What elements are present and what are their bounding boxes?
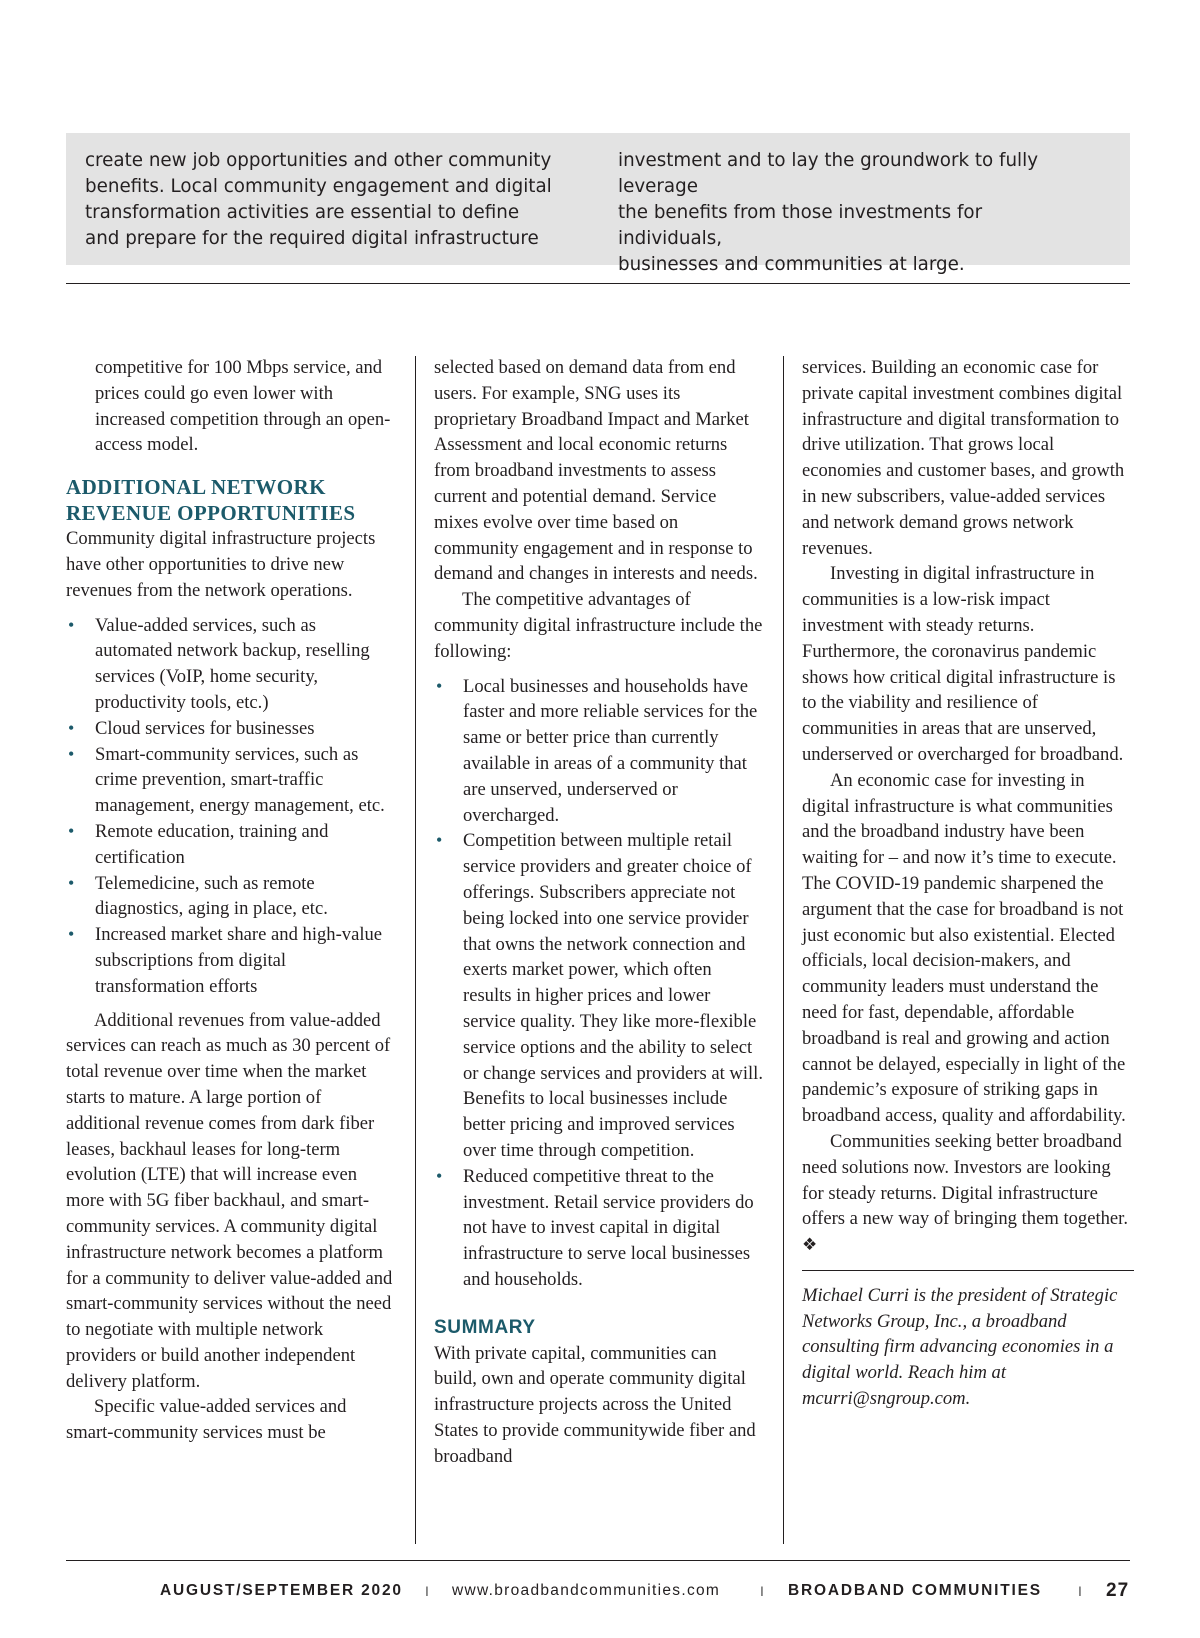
pull-quote-line: businesses and communities at large. — [618, 254, 965, 275]
list-item — [434, 674, 764, 829]
list-item-text: Competition between multiple retail service providers and greater choice of offerings. Subscribers appreciate not being locked into one service provider that owns the network connection and exerts market power, which often results in higher prices and lower service quality. They like more-flexible service options and the ability to select or change services and providers at will. Benefits to local businesses include better pricing and improved services over time through competition. — [463, 830, 763, 1161]
bullet-icon: • — [68, 872, 75, 893]
bullet-icon: • — [68, 743, 75, 764]
heading-line: ADDITIONAL NETWORK — [66, 475, 326, 500]
list-item — [66, 871, 396, 923]
bullet-icon: • — [436, 675, 443, 696]
issue-date: AUGUST/SEPTEMBER 2020 — [160, 1582, 403, 1599]
bullet-icon: • — [68, 924, 75, 945]
list-item — [66, 716, 396, 742]
list-item-text: Local businesses and households have faster and more reliable services for the same or better price than currently available in areas of a community that are unserved, underserved or overcharged. — [463, 675, 758, 826]
page-footer — [0, 1578, 1200, 1604]
advantages-bullet-list — [434, 674, 764, 1293]
footer-separator: I — [425, 1583, 429, 1599]
bullet-icon: • — [68, 820, 75, 841]
section-heading-revenue — [66, 474, 396, 526]
body-paragraph: With private capital, communities can build, own and operate community digital infrastructure projects across the United States to provide communitywide fiber and broadband — [434, 1342, 756, 1467]
author-bio: Michael Curri is the president of Strategic Networks Group, Inc., a broadband consulting firm advancing economies in a digital world. Reach him at mcurri@sngroup.com. — [802, 1284, 1118, 1410]
body-paragraph: An economic case for investing in digital infrastructure is what communities and the broadband industry have been waiting for – and now it’s time to execute. The COVID-19 pandemic sharpened the argument that the case for broadband is not just economic but also existential. Elected officials, local decision-makers, and community leaders must understand the need for fast, dependable, affordable broadband is real and growing and action cannot be delayed, especially in light of the pandemic’s exposure of striking gaps in broadband access, quality and affordability. — [802, 769, 1126, 1127]
body-paragraph: Investing in digital infrastructure in communities is a low-risk impact investment with steady returns. Furthermore, the coronavirus pandemic shows how critical digital infrastructure is to the viability and resilience of communities in areas that are unserved, underserved or overcharged for broadband. — [802, 563, 1124, 765]
footer-separator: I — [1078, 1583, 1082, 1599]
list-item — [66, 922, 396, 999]
section-heading-summary: SUMMARY — [434, 1316, 536, 1338]
pull-quote-line: and prepare for the required digital infrastructure — [85, 228, 539, 249]
list-item-text: Remote education, training and certification — [95, 820, 329, 868]
top-rule — [66, 283, 1130, 284]
article-column-3 — [802, 355, 1134, 1412]
body-paragraph — [802, 1129, 1134, 1258]
list-item-text: Cloud services for businesses — [95, 717, 315, 739]
closing-text: Communities seeking better broadband need solutions now. Investors are looking for steady returns. Digital infrastructure offers a new way of bringing them together. — [802, 1130, 1128, 1230]
list-item-text: Telemedicine, such as remote diagnostics, aging in place, etc. — [95, 872, 328, 920]
continued-bullet-text: competitive for 100 Mbps service, and prices could go even lower with increased competition through an open-access model. — [95, 357, 391, 456]
pull-quote-right — [618, 148, 1088, 278]
pull-quote-line: benefits. Local community engagement and digital — [85, 176, 552, 197]
list-item-text: Value-added services, such as automated network backup, reselling services (VoIP, home security, productivity tools, etc.) — [95, 614, 370, 713]
list-item-text: Smart-community services, such as crime prevention, smart-traffic management, energy management, etc. — [95, 743, 385, 817]
column-divider-2 — [783, 356, 784, 1544]
footer-rule — [66, 1560, 1130, 1561]
website-url[interactable]: www.broadbandcommunities.com — [452, 1582, 721, 1599]
bullet-icon: • — [436, 830, 443, 851]
footer-separator: I — [760, 1583, 764, 1599]
list-item — [66, 819, 396, 871]
list-item-text: Reduced competitive threat to the investment. Retail service providers do not have to invest capital in digital infrastructure to serve local businesses and households. — [463, 1165, 754, 1290]
pull-quote-line: transformation activities are essential to define — [85, 202, 520, 223]
body-paragraph: selected based on demand data from end users. For example, SNG uses its proprietary Broadband Impact and Market Assessment and local economic returns from broadband investments to assess current and potential demand. Service mixes evolve over time based on community engagement and in response to demand and changes in interests and needs. — [434, 357, 758, 585]
pull-quote-line: create new job opportunities and other community — [85, 150, 552, 171]
bullet-icon: • — [68, 614, 75, 635]
revenue-bullet-list — [66, 613, 396, 1000]
body-paragraph: Specific value-added services and smart-community services must be — [66, 1396, 347, 1444]
page-number: 27 — [1106, 1580, 1130, 1601]
list-item — [66, 613, 396, 716]
pull-quote-box — [66, 133, 1130, 275]
article-column-2 — [434, 355, 764, 1470]
pull-quote-line: investment and to lay the groundwork to fully leverage — [618, 150, 1039, 197]
list-item-text: Increased market share and high-value subscriptions from digital transformation efforts — [95, 924, 383, 997]
column-divider-1 — [415, 356, 416, 1544]
body-paragraph: Community digital infrastructure projects have other opportunities to drive new revenues from the network operations. — [66, 528, 376, 601]
body-paragraph: The competitive advantages of community digital infrastructure include the following: — [434, 589, 763, 662]
list-item — [434, 1164, 764, 1293]
pull-quote-left — [85, 148, 555, 252]
pull-quote-line: the benefits from those investments for individuals, — [618, 202, 983, 249]
magazine-name: BROADBAND COMMUNITIES — [788, 1582, 1042, 1599]
list-item — [66, 742, 396, 819]
body-paragraph: Additional revenues from value-added services can reach as much as 30 percent of total revenue over time when the market starts to mature. A large portion of additional revenue comes from dark fiber leases, backhaul leases for long-term evolution (LTE) that will increase even more with 5G fiber backhaul, and smart-community services. A community digital infrastructure network becomes a platform for a community to deliver value-added and smart-community services without the need to negotiate with multiple network providers or build another independent delivery platform. — [66, 1009, 393, 1392]
article-column-1 — [66, 355, 396, 1446]
bullet-icon: • — [68, 717, 75, 738]
list-item — [434, 828, 764, 1163]
end-mark-icon: ❖ — [802, 1235, 818, 1255]
body-paragraph: services. Building an economic case for private capital investment combines digital infrastructure and digital transformation to drive utilization. That grows local economies and customer bases, and growth in new subscribers, value-added services and network demand grows network revenues. — [802, 357, 1125, 559]
heading-line: REVENUE OPPORTUNITIES — [66, 501, 356, 526]
bullet-icon: • — [436, 1165, 443, 1186]
bio-rule — [802, 1270, 1134, 1271]
